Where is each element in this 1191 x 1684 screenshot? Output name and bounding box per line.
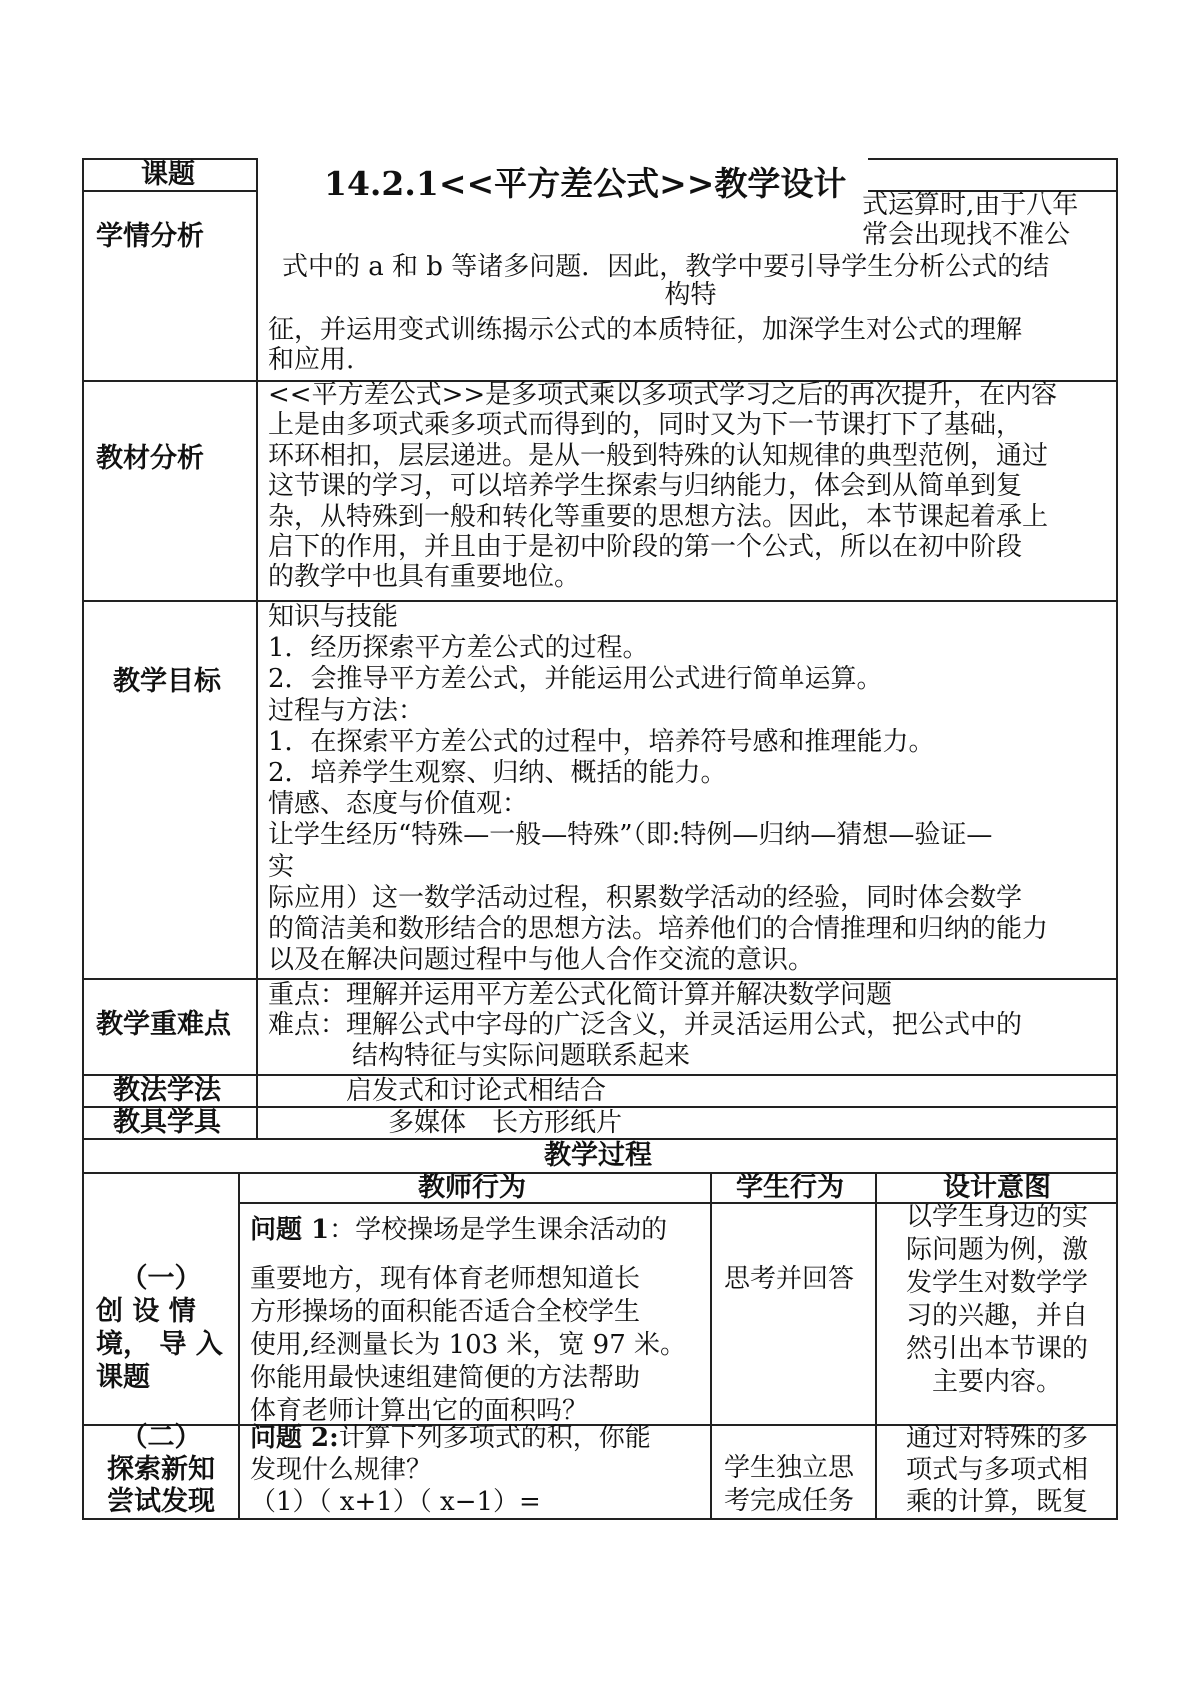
table-border-right-lower: [1116, 1424, 1118, 1520]
zhongnan-text: 重点：理解并运用平方差公式化简计算并解决数学问题 难点：理解公式中字母的广泛含义，并灵活运用公式，把公式中的 结构特征与实际问题联系起来: [268, 980, 1023, 1071]
process-divider-1: [238, 1172, 240, 1425]
process-heading: 教学过程: [544, 1140, 652, 1171]
column-student: 学生行为: [736, 1172, 844, 1203]
stage1-intent: 以学生身边的实 际问题为例，激 发学生对数学学 习的兴趣，并自 然引出本节课的 主要内容。: [905, 1202, 1088, 1397]
stage2-intent: 通过对特殊的多 项式与多项式相 乘的计算，既复: [905, 1423, 1088, 1517]
table-border-left: [82, 160, 84, 1425]
stage1-teacher-text: 问题 1：学校操场是学生课余活动的 重要地方，现有体育老师想知道长 方形操场的面积能否适合全校学生 使用,经测量长为 103 米，宽 97 米。 你能用最快速组建简便的方法帮助 体育老师计算出它的面积吗？: [250, 1215, 687, 1426]
question-2-label: 问题 2:: [250, 1423, 339, 1453]
mubiao-text: 知识与技能 1．经历探索平方差公式的过程。 2．会推导平方差公式，并能运用公式进行简单运算。 过程与方法： 1．在探索平方差公式的过程中，培养符号感和推理能力。 2．培养学生观察、归纳、概括的能力。 情感、态度与价值观： 让学生经历“特殊—一般—特殊”（即:特例—归纳—猜想—验证— 实 际应用）这一数学活动过程，积累数学活动的经验，同时体会数学 的简洁美和数形结合的思想方法。培养他们的合情推理和归纳的能力 以及在解决问题过程中与他人合作交流的意识。: [268, 602, 1049, 976]
label-mubiao: 教学目标: [113, 666, 221, 697]
table-border-left-lower: [82, 1424, 84, 1520]
question-1-label: 问题 1: [250, 1215, 330, 1245]
table-border-right: [1116, 160, 1118, 1425]
column-intent: 设计意图: [943, 1172, 1051, 1203]
process-divider-3-lower: [875, 1424, 877, 1520]
process-divider-1-lower: [238, 1424, 240, 1520]
label-xueqing: 学情分析: [96, 221, 204, 252]
label-column-divider: [256, 160, 258, 1138]
process-divider-3: [875, 1172, 877, 1425]
stage2-student: 学生独立思 考完成任务: [724, 1453, 855, 1516]
stage2-teacher-text: 问题 2:计算下列多项式的积，你能 发现什么规律？ （1）（ x+1）（ x−1）=: [250, 1423, 651, 1517]
jiaofa-value: 启发式和讨论式相结合: [346, 1076, 607, 1106]
label-zhongnan: 教学重难点: [96, 1009, 231, 1040]
label-jiaoju: 教具学具: [113, 1107, 221, 1138]
page-title: 14.2.1<<平方差公式>>教学设计: [318, 164, 852, 204]
label-keti: 课题: [141, 159, 195, 190]
stage2-label: （二） 探索新知 尝试发现: [107, 1422, 215, 1517]
xueqing-text: 式中的 a 和 b 等诸多问题．因此，教学中要引导学生分析公式的结 构特 征，并运用变式训练揭示公式的本质特征，加深学生对公式的理解 和应用.: [268, 252, 1050, 376]
column-teacher: 教师行为: [418, 1172, 526, 1203]
xueqing-partial-text: 式运算时,由于八年 常会出现找不准公: [862, 190, 1079, 251]
process-divider-2: [710, 1172, 712, 1425]
label-jiaocai: 教材分析: [96, 443, 204, 474]
stage1-student: 思考并回答: [724, 1264, 855, 1294]
label-jiaofa: 教法学法: [113, 1075, 221, 1106]
process-divider-2-lower: [710, 1424, 712, 1520]
stage1-label: （一） 创 设 情 境， 导 入 课题: [96, 1263, 223, 1393]
jiaocai-text: <<平方差公式>>是多项式乘以多项式学习之后的再次提升，在内容 上是由多项式乘多项式而得到的，同时又为下一节课打下了基础， 环环相扣，层层递进。是从一般到特殊的认知规律的典型范例，通过 这节课的学习，可以培养学生探索与归纳能力，体会到从简单到复 杂，从特殊到一般和转化等重要的思想方法。因此，本节课起着承上 启下的作用，并且由于是初中阶段的第一个公式，所以在初中阶段 的教学中也具有重要地位。: [268, 380, 1058, 593]
jiaoju-value: 多媒体 长方形纸片: [388, 1108, 623, 1138]
